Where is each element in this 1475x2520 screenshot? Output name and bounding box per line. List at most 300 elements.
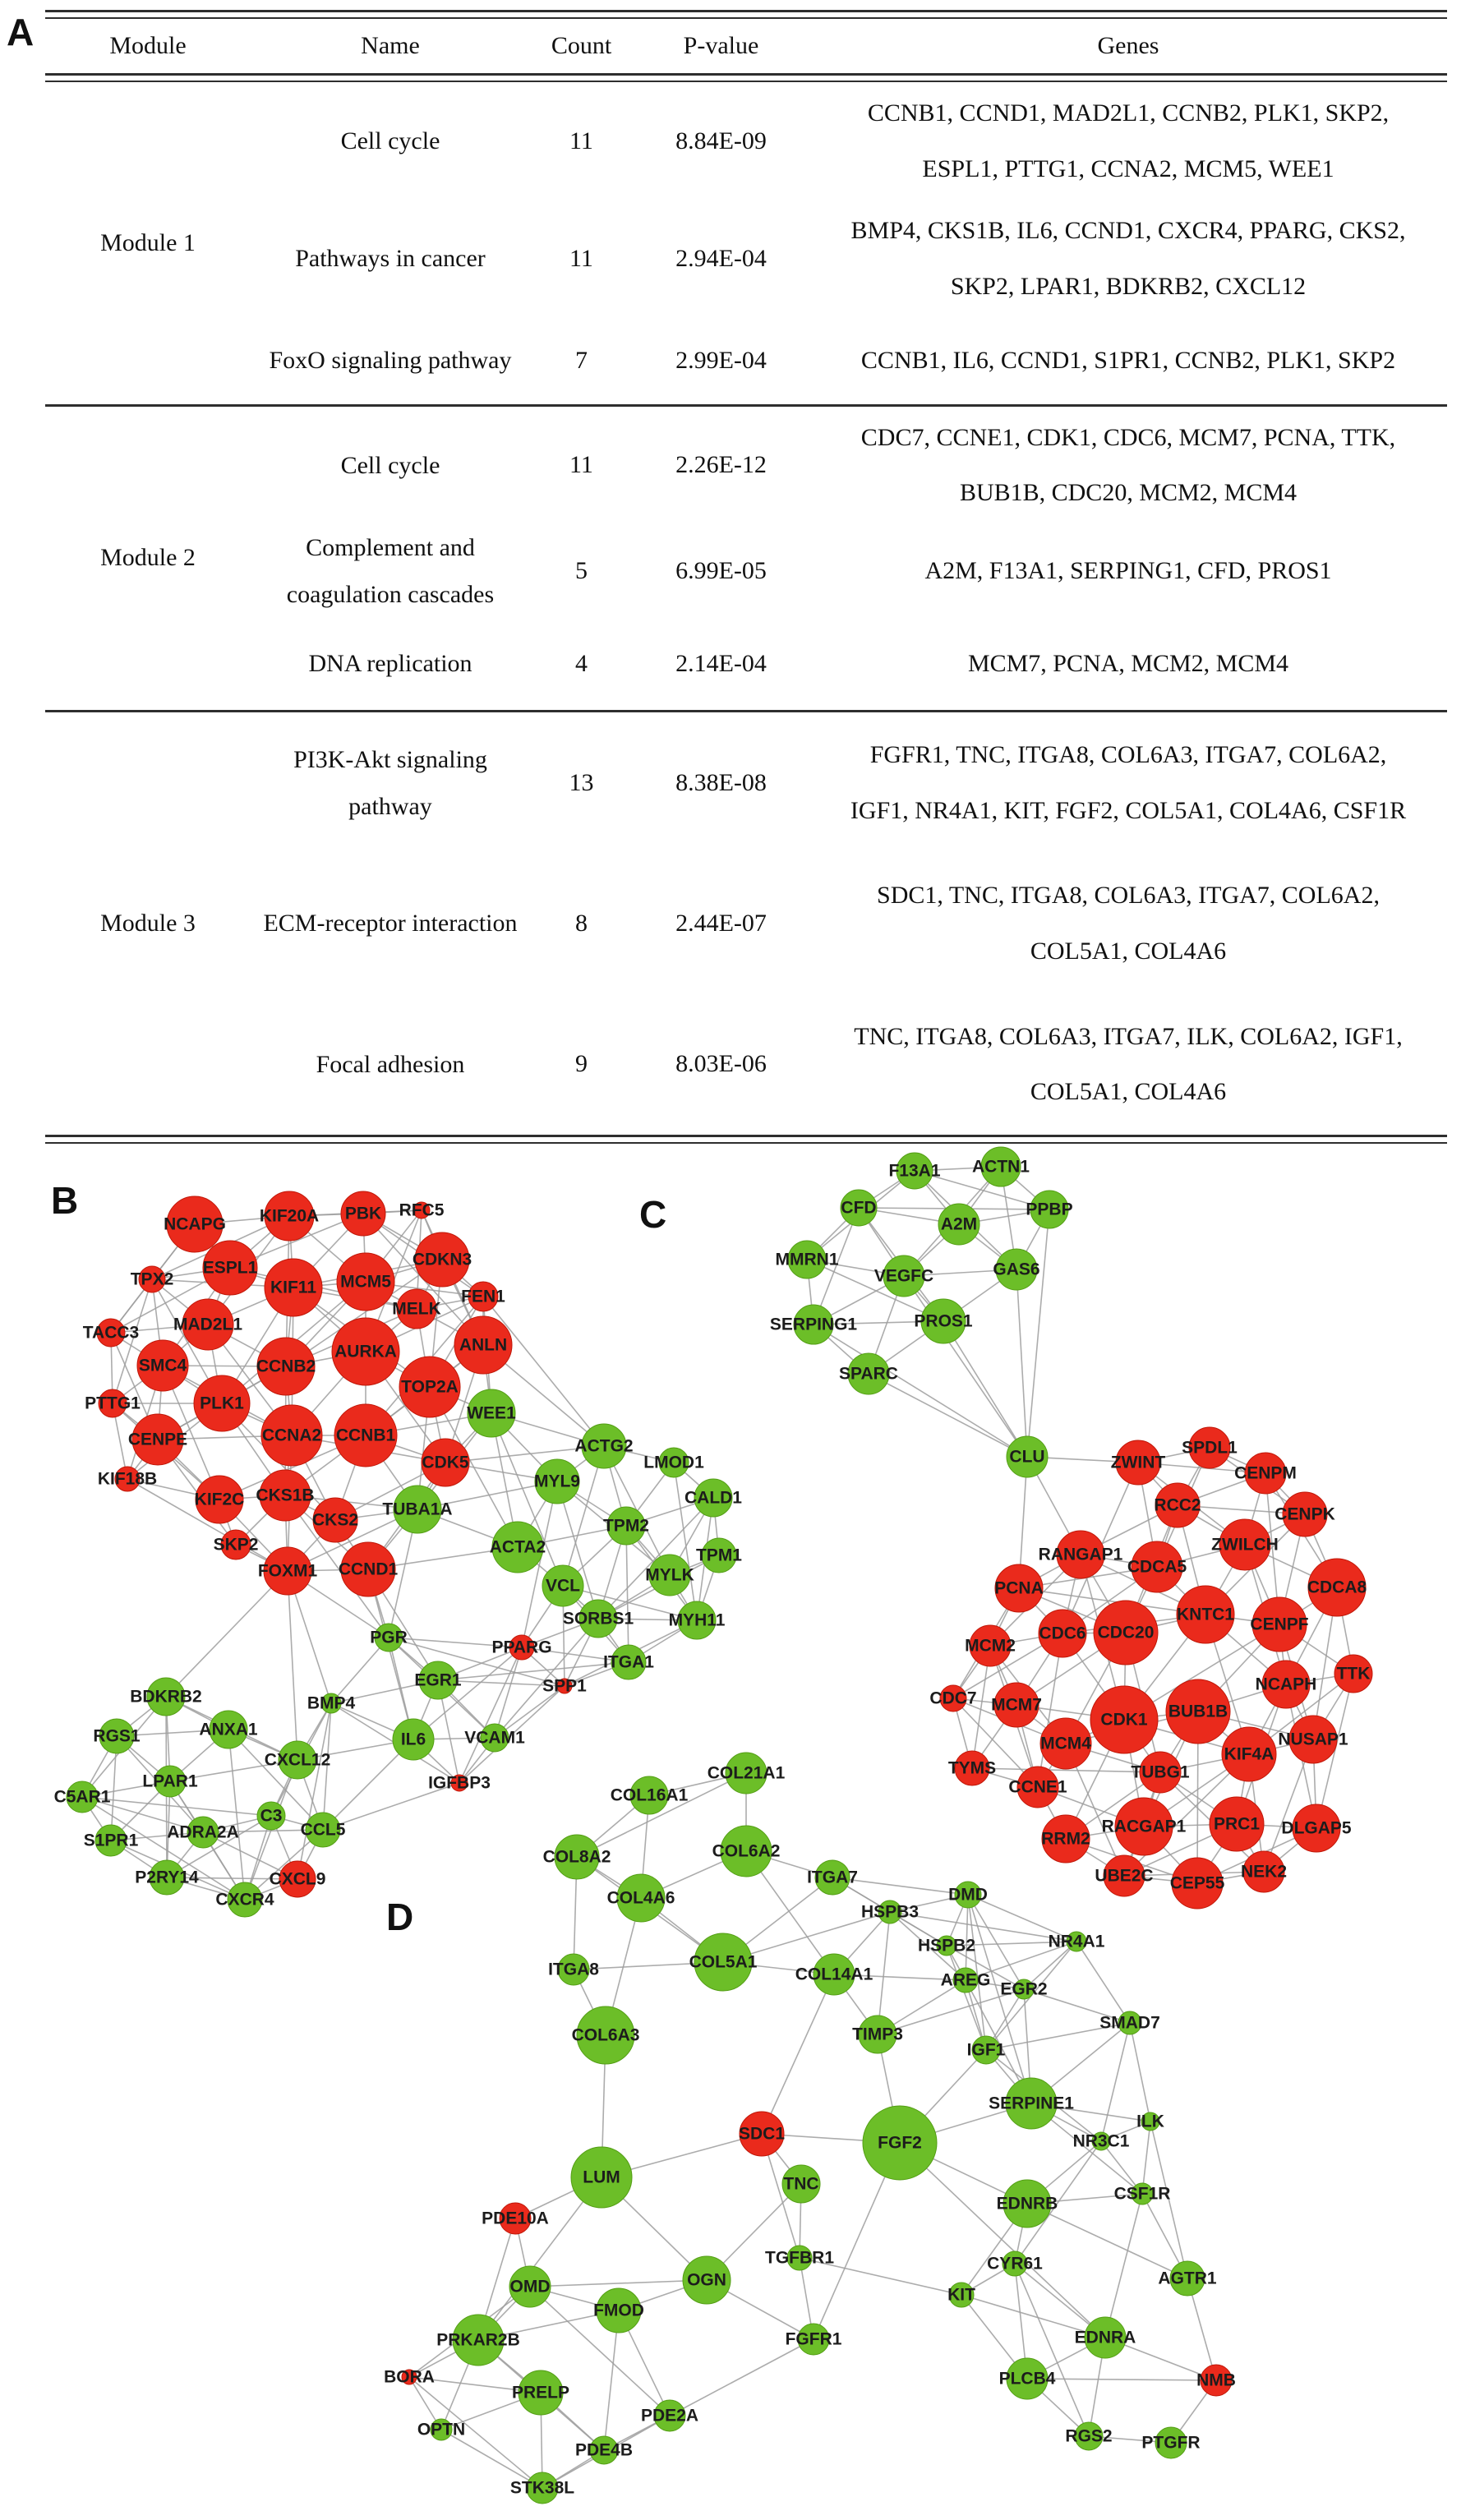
gene-node-circle (1094, 1601, 1158, 1665)
gene-node-CALD1 (684, 1479, 742, 1517)
gene-node-circle (1039, 1610, 1086, 1657)
gene-node-HSPB3 (861, 1900, 919, 1923)
gene-node-label: CCNB1 (335, 1426, 396, 1445)
gene-list: TNC, ITGA8, COL6A3, ITGA7, ILK, COL6A2, IGF1, COL5A1, COL4A6 (854, 1022, 1403, 1106)
gene-node-CDC20 (1094, 1601, 1158, 1665)
gene-node-circle (397, 1289, 436, 1329)
gene-node-circle (337, 1253, 394, 1311)
gene-node-label: SMAD7 (1099, 2013, 1160, 2033)
gene-node-label: COL4A6 (606, 1888, 675, 1908)
gene-node-circle (694, 1933, 752, 1991)
gene-node-circle (1003, 2180, 1051, 2227)
gene-node-circle (97, 1319, 125, 1347)
gene-node-circle (659, 1448, 689, 1477)
gene-node-TPM1 (696, 1538, 742, 1573)
gene-node-circle (970, 1625, 1011, 1666)
gene-node-circle (279, 1861, 316, 1897)
gene-count: 8 (575, 909, 588, 937)
gene-node-label: PRELP (511, 2383, 570, 2403)
gene-node-label: FGF2 (878, 2133, 922, 2153)
gene-node-circle (1222, 1727, 1276, 1781)
gene-node-circle (1210, 1797, 1264, 1851)
gene-node-SDC1 (739, 2112, 785, 2156)
gene-node-label: COL8A2 (542, 1847, 611, 1867)
gene-node-CCNA2 (261, 1405, 322, 1466)
gene-node-label: VEGFC (873, 1266, 934, 1286)
gene-node-circle (182, 1299, 233, 1350)
gene-node-circle (1006, 2078, 1057, 2129)
gene-node-BORA (384, 2368, 435, 2387)
gene-node-TTK (1334, 1655, 1372, 1693)
gene-node-label: TGFBR1 (765, 2248, 834, 2268)
gene-node-MCM4 (1040, 1718, 1091, 1769)
pathway-name: DNA replication (308, 650, 472, 678)
gene-node-label: EGR2 (1000, 1979, 1048, 1999)
gene-node-label: CXCL12 (264, 1750, 331, 1770)
gene-node-label: C3 (260, 1806, 283, 1826)
gene-node-label: A2M (940, 1214, 978, 1234)
column-header-name: Name (361, 32, 420, 59)
gene-node-label: FGFR1 (785, 2329, 842, 2349)
gene-node-label: PLCB4 (998, 2369, 1056, 2389)
gene-node-label: IGF1 (966, 2040, 1006, 2060)
gene-node-circle (115, 1467, 140, 1491)
network-edge (968, 1895, 1076, 1942)
gene-node-MMRN1 (776, 1241, 839, 1278)
gene-node-circle (1132, 1541, 1182, 1592)
gene-node-TYMS (948, 1751, 996, 1785)
gene-node-label: TPM1 (695, 1546, 743, 1565)
gene-node-OMD (509, 2266, 551, 2307)
gene-node-label: PTGFR (1141, 2433, 1201, 2453)
gene-node-label: KIF18B (97, 1469, 158, 1489)
gene-node-circle (1177, 1586, 1234, 1643)
module-name: Module 1 (100, 228, 196, 256)
gene-node-circle (940, 1685, 966, 1711)
gene-node-circle (597, 2288, 641, 2333)
network-edge (904, 1276, 1027, 1457)
gene-node-label: TTK (1336, 1664, 1371, 1684)
network-edge (762, 1974, 834, 2134)
gene-node-circle (527, 2472, 558, 2504)
gene-node-circle (577, 2006, 634, 2064)
gene-node-label: VCL (546, 1576, 580, 1596)
gene-node-label: ACTA2 (489, 1537, 546, 1557)
gene-node-CLU (1007, 1436, 1048, 1477)
gene-node-AURKA (332, 1318, 399, 1385)
gene-node-label: PBK (344, 1204, 382, 1223)
gene-node-label: ADRA2A (167, 1822, 239, 1842)
gene-node-label: CENPF (1250, 1615, 1309, 1634)
gene-node-circle (260, 1470, 311, 1521)
gene-node-CENPE (128, 1414, 187, 1465)
gene-node-circle (949, 2283, 974, 2307)
gene-node-TOP2A (399, 1357, 460, 1417)
gene-node-MYL9 (534, 1459, 580, 1504)
gene-node-label: LPAR1 (142, 1771, 198, 1791)
gene-node-label: CENPE (127, 1430, 188, 1449)
gene-node-circle (937, 1936, 956, 1956)
gene-node-label: PPBP (1026, 1200, 1073, 1219)
gene-count: 7 (575, 346, 588, 374)
column-header-module: Module (109, 32, 187, 59)
gene-node-KIF2C (195, 1476, 245, 1523)
gene-node-circle (863, 2106, 937, 2180)
network-edge (1024, 1989, 1130, 2023)
gene-node-label: CKS2 (311, 1510, 359, 1530)
p-value: 2.26E-12 (675, 451, 767, 479)
gene-node-label: PDE10A (482, 2209, 549, 2228)
gene-node-label: ITGA1 (603, 1652, 654, 1672)
gene-node-label: MCM7 (991, 1695, 1042, 1715)
gene-node-circle (196, 1476, 243, 1523)
gene-node-KIF4A (1222, 1727, 1276, 1781)
gene-node-circle (451, 1775, 468, 1791)
gene-node-circle (341, 1542, 395, 1596)
gene-node-label: BORA (384, 2367, 435, 2387)
gene-node-AGTR1 (1158, 2261, 1216, 2296)
gene-node-label: EGR1 (414, 1670, 462, 1690)
network-edge (1105, 2194, 1142, 2338)
gene-node-circle (419, 1661, 457, 1699)
gene-node-circle (1262, 1661, 1310, 1708)
p-value: 6.99E-05 (675, 556, 767, 584)
module-name: Module 2 (100, 544, 196, 572)
network-edge (1024, 1942, 1076, 1989)
pathway-name: Cell cycle (340, 127, 440, 154)
pathway-name: Cell cycle (340, 451, 440, 479)
network-edge (814, 1324, 1027, 1457)
gene-node-CENPM (1234, 1453, 1297, 1494)
panel-b-label: B (51, 1179, 79, 1222)
gene-node-circle (132, 1414, 183, 1465)
gene-node-circle (995, 1564, 1043, 1612)
network-edge (82, 1797, 203, 1832)
gene-list: CDC7, CCNE1, CDK1, CDC6, MCM7, PCNA, TTK, BUB1B, CDC20, MCM2, MCM4 (860, 423, 1396, 507)
gene-node-circle (468, 1389, 515, 1437)
gene-node-label: AREG (940, 1970, 991, 1990)
gene-node-NCAPG (164, 1196, 226, 1252)
gene-node-NCAPH (1256, 1661, 1317, 1708)
gene-node-label: TYMS (947, 1758, 997, 1778)
gene-node-circle (1075, 2422, 1103, 2450)
gene-node-label: PRC1 (1213, 1814, 1261, 1834)
gene-node-circle (519, 2370, 563, 2415)
gene-node-CKS2 (312, 1498, 358, 1542)
gene-node-circle (740, 2112, 784, 2156)
gene-node-circle (221, 1530, 251, 1559)
gene-node-UBE2C (1095, 1855, 1153, 1896)
network-edge (323, 1783, 459, 1830)
network-edge (530, 2280, 707, 2287)
gene-node-circle (321, 1693, 341, 1713)
gene-node-circle (582, 1424, 626, 1468)
p-value: 8.84E-09 (675, 127, 767, 154)
gene-node-TNC (782, 2165, 820, 2203)
network-edge (674, 1463, 697, 1620)
gene-node-circle (1245, 1453, 1286, 1494)
gene-node-circle (721, 1826, 772, 1877)
gene-node-circle (431, 2419, 452, 2440)
gene-node-DMD (948, 1882, 988, 1908)
gene-node-label: RACGAP1 (1101, 1817, 1187, 1836)
gene-node-circle (794, 1305, 833, 1344)
gene-node-label: MYL9 (533, 1472, 581, 1491)
gene-node-circle (1289, 1716, 1337, 1763)
gene-node-circle (1003, 2251, 1027, 2276)
gene-node-circle (557, 1679, 572, 1693)
network-edge (1027, 2204, 1187, 2278)
gene-node-label: STK38L (509, 2478, 575, 2498)
gene-node-circle (422, 1439, 469, 1486)
gene-node-circle (1141, 2112, 1159, 2131)
gene-node-label: LMOD1 (643, 1453, 704, 1472)
gene-node-label: TNC (783, 2174, 819, 2194)
gene-node-label: ESPL1 (202, 1258, 258, 1278)
gene-node-circle (228, 1882, 262, 1917)
gene-node-circle (1283, 1492, 1327, 1536)
gene-node-circle (1201, 2365, 1232, 2396)
network-edge (943, 1321, 1027, 1457)
gene-node-label: KNTC1 (1176, 1605, 1235, 1624)
gene-node-label: MCM4 (1040, 1734, 1091, 1753)
gene-node-circle (955, 1882, 981, 1908)
gene-node-ESPL1 (203, 1241, 258, 1295)
gene-node-label: EDNRB (996, 2194, 1058, 2214)
network-edge (1101, 2023, 1130, 2141)
gene-node-PRKAR2B (436, 2315, 520, 2366)
gene-node-PPBP (1026, 1191, 1072, 1228)
gene-node-CCNB1 (334, 1404, 397, 1467)
p-value: 2.44E-07 (675, 909, 767, 937)
gene-node-label: SPP1 (542, 1676, 587, 1696)
gene-node-PROS1 (914, 1299, 973, 1343)
gene-node-circle (841, 1190, 877, 1226)
gene-count: 4 (575, 649, 588, 677)
gene-node-label: CCL5 (300, 1820, 346, 1840)
gene-node-label: CDCA5 (1127, 1557, 1187, 1577)
gene-node-circle (375, 1624, 403, 1652)
gene-node-TUBA1A (382, 1486, 452, 1533)
gene-node-circle (261, 1405, 322, 1466)
gene-node-circle (1334, 1655, 1372, 1693)
gene-node-KIT (947, 2283, 975, 2307)
panel-d-label: D (386, 1896, 414, 1938)
gene-node-label: CXCR4 (215, 1890, 274, 1910)
gene-node-label: IL6 (400, 1730, 426, 1749)
gene-node-label: IGFBP3 (428, 1773, 491, 1793)
network-edge (832, 1877, 968, 1895)
network-edge (288, 1571, 297, 1760)
gene-node-label: CCNA2 (261, 1426, 322, 1445)
gene-node-label: CEP55 (1169, 1873, 1225, 1893)
gene-node-label: SPDL1 (1182, 1438, 1238, 1458)
gene-node-label: BUB1B (1168, 1702, 1228, 1721)
gene-node-PRC1 (1210, 1797, 1264, 1851)
gene-node-label: CXCL9 (269, 1869, 326, 1889)
gene-node-LPAR1 (142, 1766, 198, 1797)
gene-node-label: MYLK (645, 1565, 694, 1585)
gene-node-COL6A2 (712, 1826, 781, 1877)
gene-node-label: TUBA1A (382, 1500, 453, 1519)
gene-node-circle (996, 1249, 1037, 1290)
gene-node-C3 (257, 1802, 285, 1830)
gene-node-label: MYH11 (668, 1610, 726, 1630)
gene-node-label: NCAPG (164, 1214, 226, 1234)
gene-node-label: KIF2C (194, 1490, 245, 1509)
gene-node-circle (203, 1241, 257, 1295)
gene-node-CSF1R (1114, 2183, 1171, 2204)
gene-node-PDE4B (575, 2436, 633, 2464)
gene-node-circle (500, 2203, 531, 2234)
gene-node-label: UBE2C (1095, 1866, 1154, 1886)
gene-node-label: DMD (948, 1885, 988, 1905)
gene-node-circle (1090, 1686, 1158, 1753)
gene-node-label: PDE2A (640, 2406, 699, 2426)
gene-node-label: SKP2 (213, 1535, 259, 1555)
column-header-count: Count (551, 32, 612, 59)
gene-node-LMOD1 (643, 1448, 704, 1477)
gene-node-A2M (938, 1204, 979, 1245)
gene-node-label: BDKRB2 (130, 1687, 202, 1707)
gene-node-ACTA2 (490, 1522, 546, 1573)
gene-node-circle (1155, 1483, 1200, 1527)
gene-node-circle (67, 1781, 98, 1813)
network-edge (869, 1374, 1027, 1457)
gene-node-circle (1092, 2132, 1110, 2150)
gene-node-label: KIT (947, 2285, 975, 2305)
gene-node-SPP1 (542, 1677, 587, 1696)
gene-node-circle (257, 1802, 285, 1830)
gene-node-circle (814, 1954, 855, 1995)
column-header-p-value: P-value (683, 32, 759, 59)
gene-node-circle (683, 2256, 731, 2304)
gene-node-circle (788, 1241, 826, 1278)
gene-node-label: CDC20 (1097, 1623, 1155, 1642)
gene-node-circle (1007, 2358, 1048, 2399)
gene-node-label: P2RY14 (135, 1868, 199, 1887)
pathway-name: Focal adhesion (316, 1050, 465, 1078)
gene-node-circle (878, 1900, 901, 1923)
gene-node-circle (694, 1479, 732, 1517)
gene-node-C5AR1 (54, 1781, 111, 1813)
gene-node-label: PLK1 (200, 1394, 244, 1413)
gene-node-label: GAS6 (993, 1260, 1040, 1279)
gene-node-circle (393, 1719, 434, 1760)
gene-node-circle (264, 1547, 311, 1595)
gene-node-label: KIF11 (270, 1278, 317, 1297)
gene-node-label: KIF20A (259, 1206, 320, 1226)
gene-node-circle (1155, 2427, 1187, 2458)
column-header-genes: Genes (1097, 32, 1159, 59)
gene-node-PTGFR (1141, 2427, 1200, 2458)
gene-node-circle (1030, 1191, 1068, 1228)
gene-node-circle (981, 1147, 1021, 1186)
gene-node-CEP55 (1170, 1858, 1225, 1909)
gene-node-label: RGS2 (1065, 2426, 1113, 2446)
network-edge (441, 2430, 542, 2488)
p-value: 8.38E-08 (675, 768, 767, 796)
gene-node-RGS2 (1065, 2422, 1112, 2450)
gene-node-label: CFD (841, 1198, 877, 1218)
gene-node-label: TPX2 (130, 1269, 174, 1289)
gene-node-circle (99, 1389, 127, 1417)
gene-node-label: CYR61 (987, 2254, 1043, 2274)
pathway-name: Pathways in cancer (295, 245, 486, 272)
panel-a-label: A (7, 11, 35, 53)
network-edge (1015, 2264, 1089, 2436)
gene-node-EDNRB (997, 2180, 1058, 2227)
gene-node-label: CDK1 (1100, 1710, 1148, 1730)
gene-node-label: RRM2 (1041, 1829, 1090, 1849)
gene-node-EGR1 (414, 1661, 462, 1699)
gene-node-label: LUM (583, 2168, 620, 2187)
network-edge (82, 1797, 271, 1816)
gene-count: 13 (569, 768, 594, 796)
gene-node-SKP2 (214, 1530, 259, 1559)
gene-node-label: SERPING1 (769, 1315, 858, 1334)
gene-node-circle (399, 1357, 460, 1417)
gene-node-circle (210, 1711, 247, 1748)
network-edge (878, 1989, 1024, 2034)
gene-node-circle (167, 1196, 223, 1252)
network-edge (1027, 2379, 1216, 2380)
network-edge (203, 1830, 323, 1832)
gene-node-circle (509, 2266, 551, 2307)
gene-node-ILK (1136, 2112, 1164, 2131)
gene-node-PLCB4 (999, 2358, 1056, 2399)
gene-node-label: CSF1R (1113, 2184, 1171, 2204)
gene-node-TGFBR1 (765, 2246, 834, 2270)
gene-node-COL14A1 (795, 1954, 873, 1995)
gene-node-EGR2 (1000, 1979, 1047, 1999)
network-edge (1016, 1269, 1027, 1457)
gene-node-circle (279, 1741, 316, 1779)
gene-node-label: COL6A3 (571, 2025, 640, 2045)
gene-node-label: OMD (509, 2277, 551, 2297)
gene-node-ACTN1 (972, 1147, 1030, 1186)
network-edge (1076, 1942, 1130, 2023)
gene-node-VCL (542, 1565, 583, 1606)
gene-node-label: ILK (1136, 2112, 1164, 2131)
network-edge (459, 1686, 565, 1783)
gene-node-KNTC1 (1177, 1586, 1234, 1643)
gene-node-LUM (571, 2147, 632, 2208)
gene-node-circle (341, 1191, 385, 1236)
network-edge (1150, 2121, 1187, 2278)
gene-node-circle (1014, 1979, 1034, 1999)
gene-node-circle (535, 1459, 579, 1504)
gene-node-label: RGS1 (93, 1726, 141, 1746)
gene-count: 11 (569, 244, 593, 272)
gene-node-label: ZWILCH (1211, 1535, 1279, 1555)
gene-node-circle (1169, 1858, 1225, 1909)
gene-node-label: DLGAP5 (1281, 1818, 1352, 1838)
gene-count: 11 (569, 127, 593, 154)
gene-node-circle (1189, 1427, 1230, 1468)
gene-node-label: COL16A1 (610, 1785, 689, 1805)
pathway-name: Complement and coagulation cascades (286, 533, 495, 608)
gene-node-label: COL6A2 (712, 1841, 781, 1861)
gene-node-label: MCM2 (965, 1636, 1016, 1656)
gene-node-NR3C1 (1073, 2132, 1130, 2151)
network-edge (626, 1526, 629, 1662)
gene-node-label: RANGAP1 (1038, 1545, 1123, 1564)
gene-node-TPX2 (131, 1266, 174, 1292)
gene-node-label: CCND1 (338, 1559, 399, 1579)
gene-node-circle (1104, 1855, 1145, 1896)
gene-node-CENPF (1250, 1597, 1308, 1652)
